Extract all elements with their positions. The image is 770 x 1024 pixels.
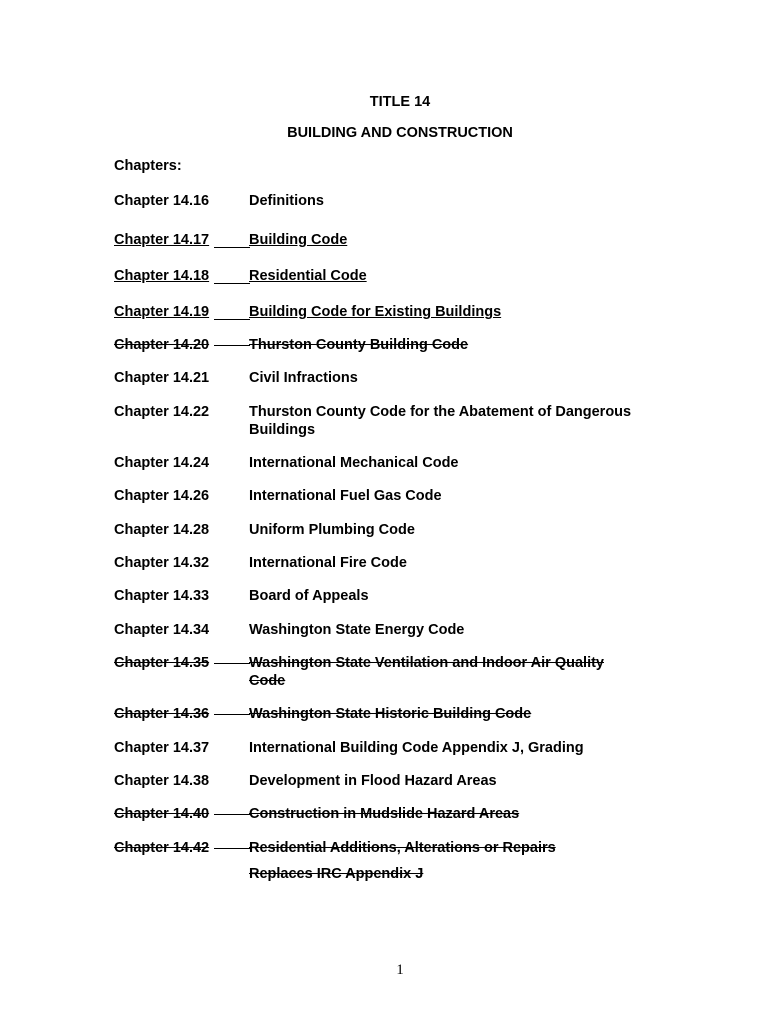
chapter-name: Uniform Plumbing Code (249, 522, 415, 538)
chapter-name: Development in Flood Hazard Areas (249, 773, 497, 789)
chapter-number: Chapter 14.33 (114, 588, 210, 604)
chapter-number: Chapter 14.24 (114, 455, 210, 471)
chapter-name: Residential Additions, Alterations or Repairs Replaces IRC Appendix J (249, 840, 556, 882)
chapter-name: Washington State Ventilation and Indoor Air Quality Code (249, 655, 604, 689)
chapter-number: Chapter 14.35 (114, 655, 210, 671)
chapter-name: Building Code for Existing Buildings (249, 304, 502, 320)
document-title: TITLE 14 (369, 94, 431, 110)
chapter-number: Chapter 14.17 (114, 232, 210, 248)
chapter-number: Chapter 14.40 (114, 806, 210, 822)
chapter-name: International Fuel Gas Code (249, 488, 442, 504)
page-number: 1 (396, 962, 404, 978)
chapter-name: Civil Infractions (249, 370, 358, 386)
chapters-heading: Chapters: (114, 158, 182, 174)
chapter-number: Chapter 14.42 (114, 840, 210, 856)
chapter-number: Chapter 14.22 (114, 404, 210, 420)
chapter-number: Chapter 14.28 (114, 522, 210, 538)
chapter-number: Chapter 14.37 (114, 740, 210, 756)
chapter-name: International Mechanical Code (249, 455, 459, 471)
chapter-name: Washington State Historic Building Code (249, 706, 532, 722)
chapter-number: Chapter 14.26 (114, 488, 210, 504)
chapter-name: Building Code (249, 232, 348, 248)
chapter-number: Chapter 14.34 (114, 622, 210, 638)
chapter-number: Chapter 14.20 (114, 337, 210, 353)
chapter-number: Chapter 14.16 (114, 193, 210, 209)
chapter-name: Residential Code (249, 268, 367, 284)
chapter-name: Thurston County Code for the Abatement of Dangerous Buildings (249, 404, 632, 438)
chapter-number: Chapter 14.36 (114, 706, 210, 722)
chapter-number: Chapter 14.19 (114, 304, 210, 320)
chapter-number: Chapter 14.38 (114, 773, 210, 789)
chapter-name: International Fire Code (249, 555, 407, 571)
chapter-name: Definitions (249, 193, 324, 209)
chapter-name: Thurston County Building Code (249, 337, 469, 353)
chapter-name: Washington State Energy Code (249, 622, 465, 638)
chapter-name: Board of Appeals (249, 588, 369, 604)
document-subtitle: BUILDING AND CONSTRUCTION (287, 125, 513, 141)
chapter-name: Construction in Mudslide Hazard Areas (249, 806, 520, 822)
chapter-name: International Building Code Appendix J, Grading (249, 740, 584, 756)
chapter-number: Chapter 14.21 (114, 370, 210, 386)
chapter-number: Chapter 14.18 (114, 268, 210, 284)
chapter-number: Chapter 14.32 (114, 555, 210, 571)
